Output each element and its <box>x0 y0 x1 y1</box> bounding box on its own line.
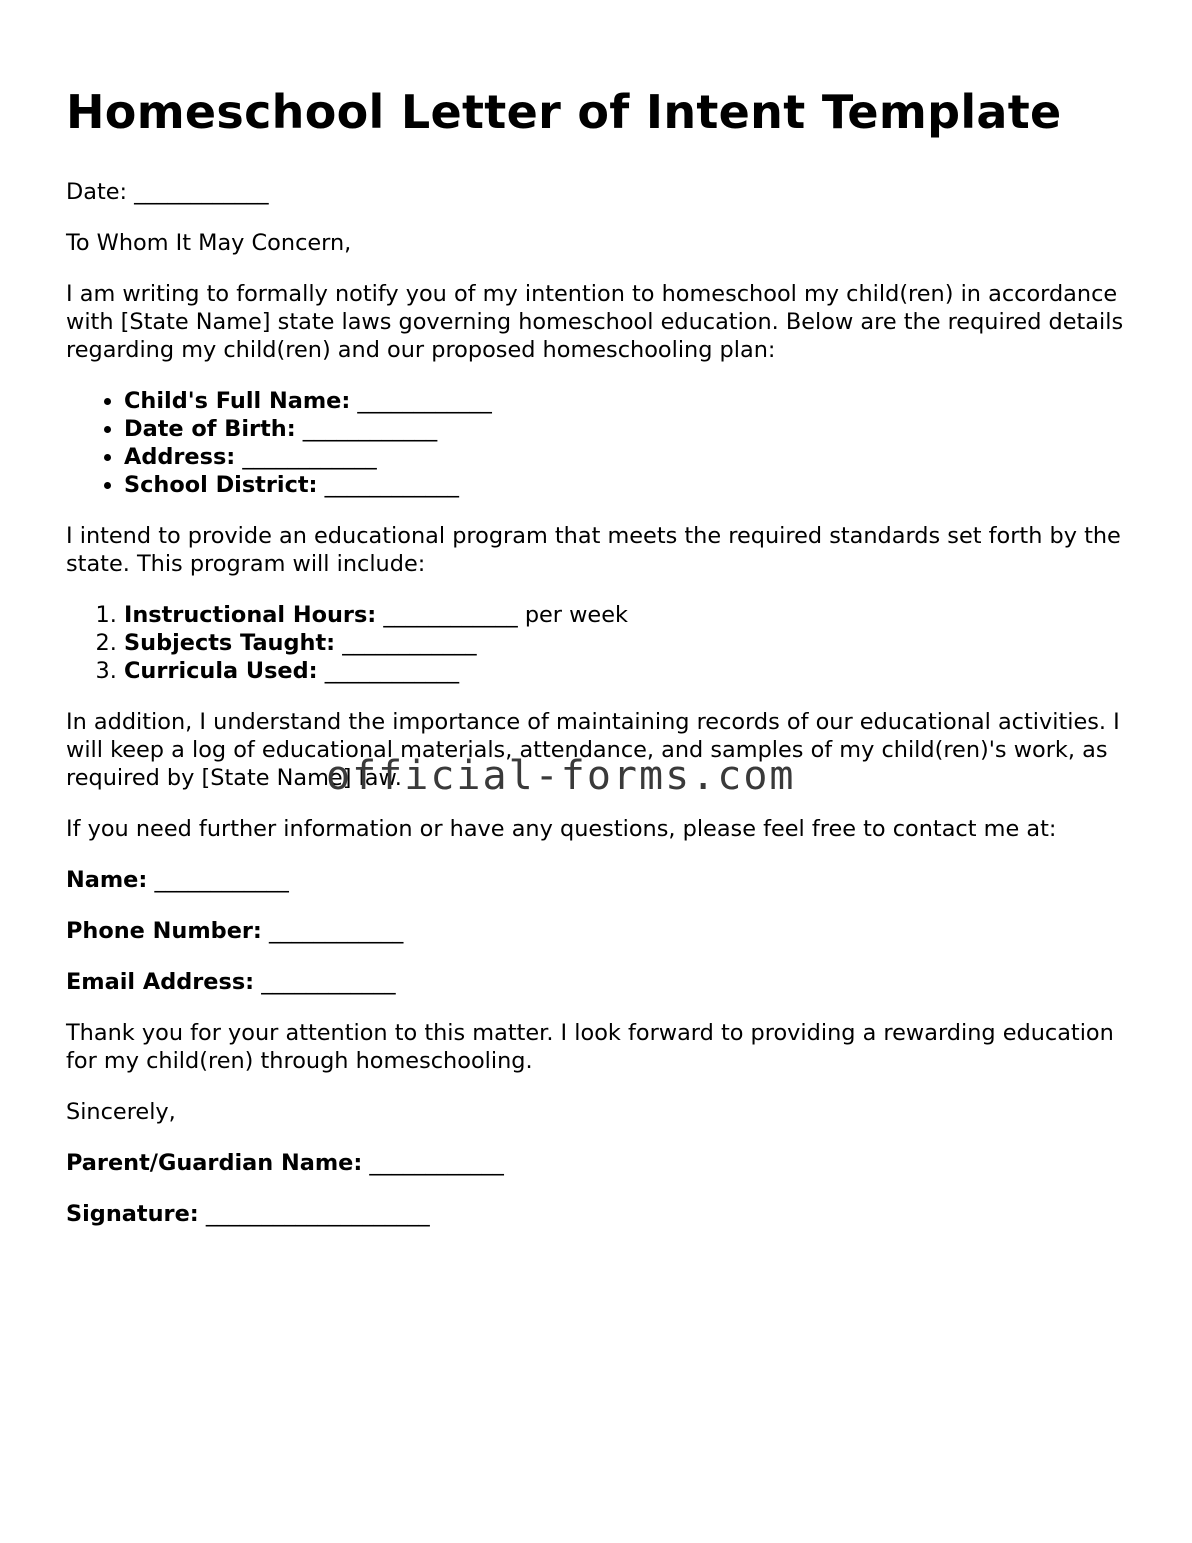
field-blank: ____________ <box>317 658 460 684</box>
field-label: Phone Number: <box>66 918 262 944</box>
field-blank: ____________ <box>350 388 492 414</box>
contact-name-field <box>66 866 1136 894</box>
signature-field <box>66 1200 1136 1228</box>
field-label: Name: <box>66 867 148 893</box>
field-label: Address: <box>124 444 236 470</box>
field-label: Email Address: <box>66 969 255 995</box>
field-label: Signature: <box>66 1201 199 1227</box>
list-item <box>124 471 1136 499</box>
contact-email-field <box>66 968 1136 996</box>
contact-intro-paragraph: If you need further information or have any questions, please feel free to contact me at: <box>66 816 1057 842</box>
field-blank: ____________ <box>235 444 377 470</box>
field-label: Child's Full Name: <box>124 388 351 414</box>
page-title: Homeschool Letter of Intent Template <box>66 85 1062 139</box>
parent-name-field <box>66 1149 1136 1177</box>
child-details-list <box>66 387 1136 499</box>
list-item <box>124 415 1136 443</box>
list-item <box>124 657 1136 685</box>
field-label: Date of Birth: <box>124 416 296 442</box>
field-blank: ____________ per week <box>376 602 628 628</box>
list-item <box>124 443 1136 471</box>
letter-document <box>66 80 1136 1251</box>
sign-off: Sincerely, <box>66 1099 176 1125</box>
field-label: School District: <box>124 472 318 498</box>
closing-paragraph: Thank you for your attention to this matter. I look forward to providing a rewarding education for my child(ren) through homeschooling. <box>66 1020 1114 1074</box>
list-item <box>124 601 1136 629</box>
program-list <box>66 601 1136 685</box>
field-label: Curricula Used: <box>124 658 318 684</box>
field-blank: ____________ <box>295 416 438 442</box>
records-paragraph: In addition, I understand the importance of maintaining records of our educational activities. I will keep a log of educational materials, attendance, and samples of my child(ren)'s work, as required by [State Name] law. <box>66 709 1120 791</box>
date-line: Date: ____________ <box>66 179 269 205</box>
intro-paragraph: I am writing to formally notify you of my intention to homeschool my child(ren) in accordance with [State Name] state laws governing homeschool education. Below are the required details regarding my child(ren) and our proposed homeschooling plan: <box>66 281 1124 363</box>
field-blank: ____________ <box>261 918 404 944</box>
contact-phone-field <box>66 917 1136 945</box>
field-blank: ____________ <box>147 867 289 893</box>
field-blank: ____________ <box>335 630 477 656</box>
watermark: official-forms.com <box>326 753 796 799</box>
program-intro-paragraph: I intend to provide an educational program that meets the required standards set forth by the state. This program will include: <box>66 523 1121 577</box>
list-item <box>124 629 1136 657</box>
field-label: Subjects Taught: <box>124 630 336 656</box>
field-blank: ____________________ <box>198 1201 430 1227</box>
list-item <box>124 387 1136 415</box>
salutation: To Whom It May Concern, <box>66 230 352 256</box>
field-label: Instructional Hours: <box>124 602 377 628</box>
field-label: Parent/Guardian Name: <box>66 1150 363 1176</box>
field-blank: ____________ <box>317 472 459 498</box>
field-blank: ____________ <box>254 969 396 995</box>
field-blank: ____________ <box>362 1150 504 1176</box>
